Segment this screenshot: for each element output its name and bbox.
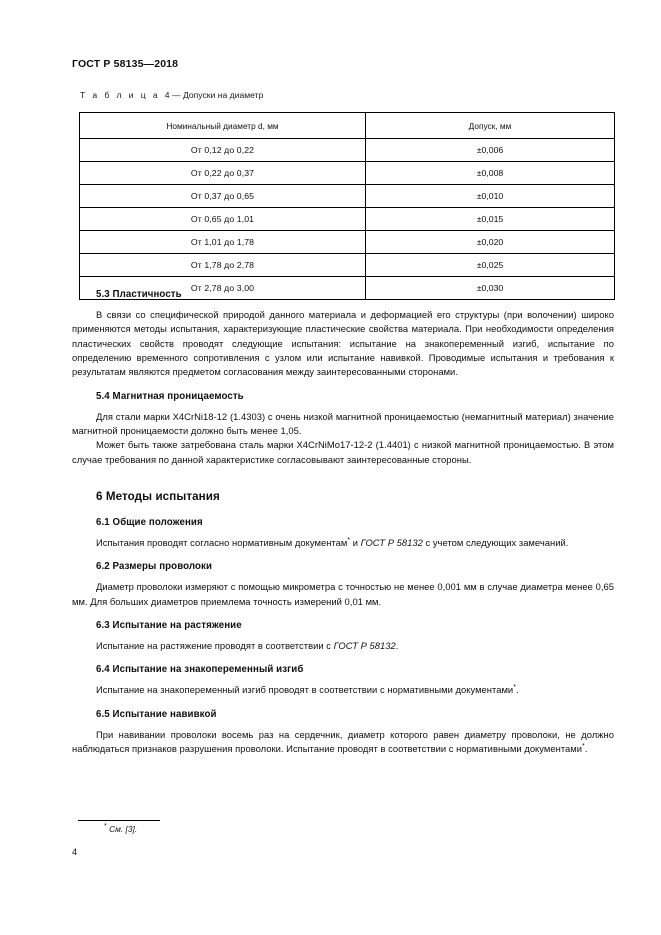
paragraph-6-4-1 — [72, 683, 614, 697]
table-row — [80, 208, 615, 231]
paragraph-6-3-1 — [72, 639, 614, 653]
paragraph-6-2-1: Диаметр проволоки измеряют с помощью микрометра с точностью не менее 0,001 мм в случае диаметра менее 0,65 мм. Для больших диаметров приемлема точность измерений 0,01 мм. — [72, 581, 614, 607]
column-header-tolerance: Допуск, мм — [366, 113, 615, 139]
cell-tolerance: ±0,030 — [366, 277, 615, 300]
footnote — [104, 824, 137, 834]
table-header-row — [80, 113, 615, 139]
footnote-separator — [78, 820, 160, 821]
spacer — [72, 467, 614, 489]
heading-6-5: 6.5 Испытание навивкой — [96, 708, 217, 720]
paragraph-5-4-1: Для стали марки X4CrNi18-12 (1.4303) с очень низкой магнитной проницаемостью (немагнитный материал) значение магнитной проницаемости должно быть менее 1,05. — [72, 410, 614, 437]
footnote-text: См. [3]. — [109, 824, 138, 834]
heading-6-1: 6.1 Общие положения — [96, 517, 203, 529]
standard-reference: ГОСТ Р 58132 — [333, 640, 396, 652]
standard-reference: ГОСТ Р 58132 — [360, 537, 423, 549]
paragraph-text: . — [515, 684, 519, 696]
footnote-marker: * — [582, 743, 585, 751]
running-header: ГОСТ Р 58135—2018 — [72, 58, 179, 70]
paragraph-text: с учетом следующих замечаний. — [422, 537, 569, 549]
paragraph-5-4-2: Может быть также затребована сталь марки X4CrNiMo17-12-2 (1.4401) с низкой магнитной проницаемостью. В этом случае требования по данной характеристике согласовывают заинтересованные стороны. — [72, 439, 614, 465]
cell-tolerance: ±0,006 — [366, 139, 615, 162]
footnote-marker: * — [513, 684, 516, 692]
table-row — [80, 139, 615, 162]
table-caption-label: Т а б л и ц а — [80, 90, 160, 100]
cell-diameter: От 1,01 до 1,78 — [80, 231, 366, 254]
tolerance-table — [79, 112, 615, 300]
cell-diameter: От 0,22 до 0,37 — [80, 162, 366, 185]
heading-6-4: 6.4 Испытание на знакопеременный изгиб — [96, 664, 304, 676]
footnote-marker: * — [347, 536, 351, 544]
table-caption-dash: — — [171, 90, 181, 100]
spacer — [72, 698, 614, 708]
column-header-nominal-diameter: Номинальный диаметр d, мм — [80, 113, 366, 139]
table-row — [80, 185, 615, 208]
paragraph-text: . — [395, 640, 399, 652]
paragraph-text: . — [584, 743, 588, 755]
spacer — [72, 609, 614, 619]
cell-diameter: От 2,78 до 3,00 — [80, 277, 366, 300]
cell-diameter: От 0,37 до 0,65 — [80, 185, 366, 208]
heading-6-2: 6.2 Размеры проволоки — [96, 561, 213, 573]
heading-6: 6 Методы испытания — [96, 490, 220, 504]
paragraph-text: При навивании проволоки восемь раз на сердечник, диаметр которого равен диаметру проволоки, не должно наблюдаться признаков разрушения проволоки. Испытание проводят в соответствии с нормативными документами — [72, 728, 614, 755]
table-caption — [80, 90, 263, 100]
heading-6-3: 6.3 Испытание на растяжение — [96, 620, 242, 632]
footnote-marker: * — [104, 823, 107, 831]
cell-diameter: От 0,65 до 1,01 — [80, 208, 366, 231]
cell-tolerance: ±0,020 — [366, 231, 615, 254]
table-caption-number: 4 — [164, 90, 170, 100]
document-body — [72, 288, 614, 757]
table-row — [80, 162, 615, 185]
spacer — [72, 505, 614, 516]
spacer — [72, 550, 614, 560]
table-caption-title: Допуски на диаметр — [182, 90, 264, 100]
paragraph-text: и — [350, 537, 361, 549]
paragraph-6-1-1 — [72, 536, 614, 550]
paragraph-5-3-1: В связи со специфической природой данного материала и деформацией его структуры (при волочении) широко применяются методы испытания, характеризующие пластические свойства материала. При необходимости определения пластических свойств проводят следующие испытания: испытание на знакопеременный изгиб, испытание по определению временного сопротивления с узлом или испытание навивкой. Проводимые испытания и требования к результатам являются предметом согласования между заинтересованными сторонами. — [72, 309, 614, 378]
table-row — [80, 231, 615, 254]
paragraph-text: Испытание на знакопеременный изгиб проводят в соответствии с нормативными документами — [96, 684, 514, 696]
paragraph-6-5-1 — [72, 728, 614, 757]
cell-diameter: От 1,78 до 2,78 — [80, 254, 366, 277]
paragraph-text: Испытания проводят согласно нормативным документам — [96, 537, 348, 549]
spacer — [72, 380, 614, 390]
cell-tolerance: ±0,010 — [366, 185, 615, 208]
cell-tolerance: ±0,008 — [366, 162, 615, 185]
heading-5-4: 5.4 Магнитная проницаемость — [96, 390, 244, 402]
heading-5-3: 5.3 Пластичность — [96, 289, 182, 300]
spacer — [72, 653, 614, 663]
page-number: 4 — [72, 847, 78, 857]
table-row — [80, 254, 615, 277]
paragraph-text: Испытание на растяжение проводят в соответствии с — [96, 640, 334, 652]
cell-diameter: От 0,12 до 0,22 — [80, 139, 366, 162]
cell-tolerance: ±0,025 — [366, 254, 615, 277]
cell-tolerance: ±0,015 — [366, 208, 615, 231]
